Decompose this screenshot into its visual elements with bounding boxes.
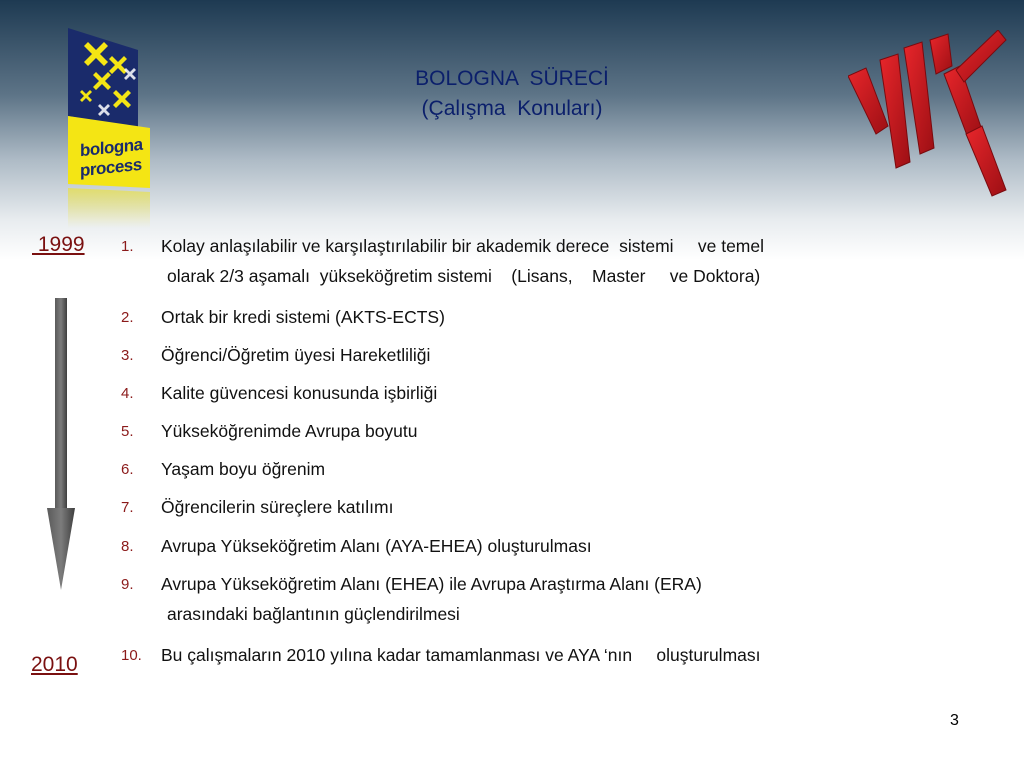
list-item-number: 8.	[121, 538, 134, 555]
list-item-number: 4.	[121, 385, 134, 402]
title-line-1: BOLOGNA SÜRECİ	[415, 67, 609, 90]
list-item-text: Yaşam boyu öğrenim	[161, 459, 326, 479]
list-item-text: Bu çalışmaların 2010 yılına kadar tamamlanması ve AYA ‘nın oluşturulması	[161, 645, 761, 665]
list-item-number: 1.	[121, 238, 134, 255]
list-item-text-continued: arasındaki bağlantının güçlendirilmesi	[167, 604, 460, 624]
list-item-number: 3.	[121, 347, 134, 364]
list-item-number: 2.	[121, 309, 134, 326]
bologna-logo-graphic	[66, 28, 156, 228]
bologna-process-logo	[66, 28, 156, 228]
list-item-text: Avrupa Yükseköğretim Alanı (AYA-EHEA) oluşturulması	[161, 536, 592, 556]
slide-title	[0, 64, 1024, 124]
list-item-number: 10.	[121, 647, 142, 664]
timeline-arrow-icon	[45, 298, 77, 590]
list-item-number: 5.	[121, 423, 134, 440]
list-item-text: Öğrenci/Öğretim üyesi Hareketliliği	[161, 345, 431, 365]
page-number: 3	[950, 712, 959, 729]
list-item-text-continued: olarak 2/3 aşamalı yükseköğretim sistemi (Lisans, Master ve Doktora)	[167, 266, 761, 286]
list-item-text: Ortak bir kredi sistemi (AKTS-ECTS)	[161, 307, 445, 327]
list-item-text: Avrupa Yükseköğretim Alanı (EHEA) ile Avrupa Araştırma Alanı (ERA)	[161, 574, 702, 594]
list-item-text: Kolay anlaşılabilir ve karşılaştırılabilir bir akademik derece sistemi ve temel	[161, 236, 764, 256]
year-start-label: 1999	[32, 233, 85, 256]
list-item-text: Kalite güvencesi konusunda işbirliği	[161, 383, 438, 403]
list-item-number: 7.	[121, 499, 134, 516]
list-item-number: 6.	[121, 461, 134, 478]
list-item-text: Yükseköğrenimde Avrupa boyutu	[161, 421, 418, 441]
title-line-2: (Çalışma Konuları)	[421, 97, 603, 120]
list-item-text: Öğrencilerin süreçlere katılımı	[161, 497, 394, 517]
year-end-label: 2010	[31, 653, 78, 676]
logo-text-process: process	[80, 154, 142, 181]
logo-text-bologna: bologna	[80, 134, 143, 161]
list-item-number: 9.	[121, 576, 134, 593]
